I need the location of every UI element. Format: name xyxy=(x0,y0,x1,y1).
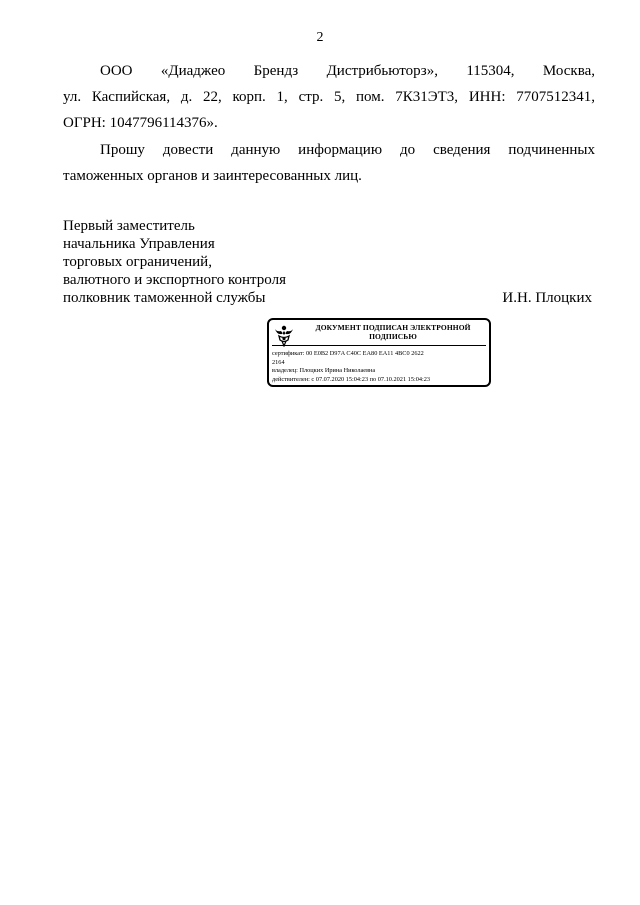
signatory-title xyxy=(63,217,286,307)
stamp-details xyxy=(272,350,488,384)
signatory-line: Первый заместитель xyxy=(63,218,195,234)
paragraph-line: Прошу довести данную информацию до сведения подчиненных xyxy=(100,142,595,158)
paragraph-line: ОГРН: 1047796114376». xyxy=(63,115,218,131)
stamp-title xyxy=(299,323,487,341)
stamp-owner: владелец: Плоцких Ирина Николаевна xyxy=(272,367,376,374)
paragraph-line: таможенных органов и заинтересованных лиц. xyxy=(63,168,362,184)
paragraph-request xyxy=(63,137,595,189)
stamp-certificate-cont: 2164 xyxy=(272,358,285,366)
signatory-line: начальника Управления xyxy=(63,236,215,252)
signatory-line: торговых ограничений, xyxy=(63,254,212,270)
stamp-certificate: сертификат: 00 E0B2 D97A C40C EA80 EA11 4BC0 2622 xyxy=(272,350,424,357)
signatory-line: полковник таможенной службы xyxy=(63,290,266,306)
page-number: 2 xyxy=(316,30,324,45)
signatory-name: И.Н. Плоцких xyxy=(502,290,592,306)
paragraph-line: ул. Каспийская, д. 22, корп. 1, стр. 5, пом. 7К31ЭТ3, ИНН: 7707512341, xyxy=(63,89,595,105)
paragraph-address xyxy=(63,58,595,136)
stamp-title-line: ДОКУМЕНТ ПОДПИСАН ЭЛЕКТРОННОЙ xyxy=(315,323,471,332)
eagle-emblem-icon xyxy=(273,323,295,347)
paragraph-line: ООО «Диаджео Брендз Дистрибьюторз», 115304, Москва, xyxy=(100,63,595,79)
stamp-title-line: ПОДПИСЬЮ xyxy=(369,332,417,341)
stamp-validity: действителен: с 07.07.2020 15:04:23 по 07.10.2021 15:04:23 xyxy=(272,375,431,383)
stamp-divider xyxy=(272,345,486,346)
signatory-line: валютного и экспортного контроля xyxy=(63,272,286,288)
electronic-signature-stamp xyxy=(267,318,491,387)
